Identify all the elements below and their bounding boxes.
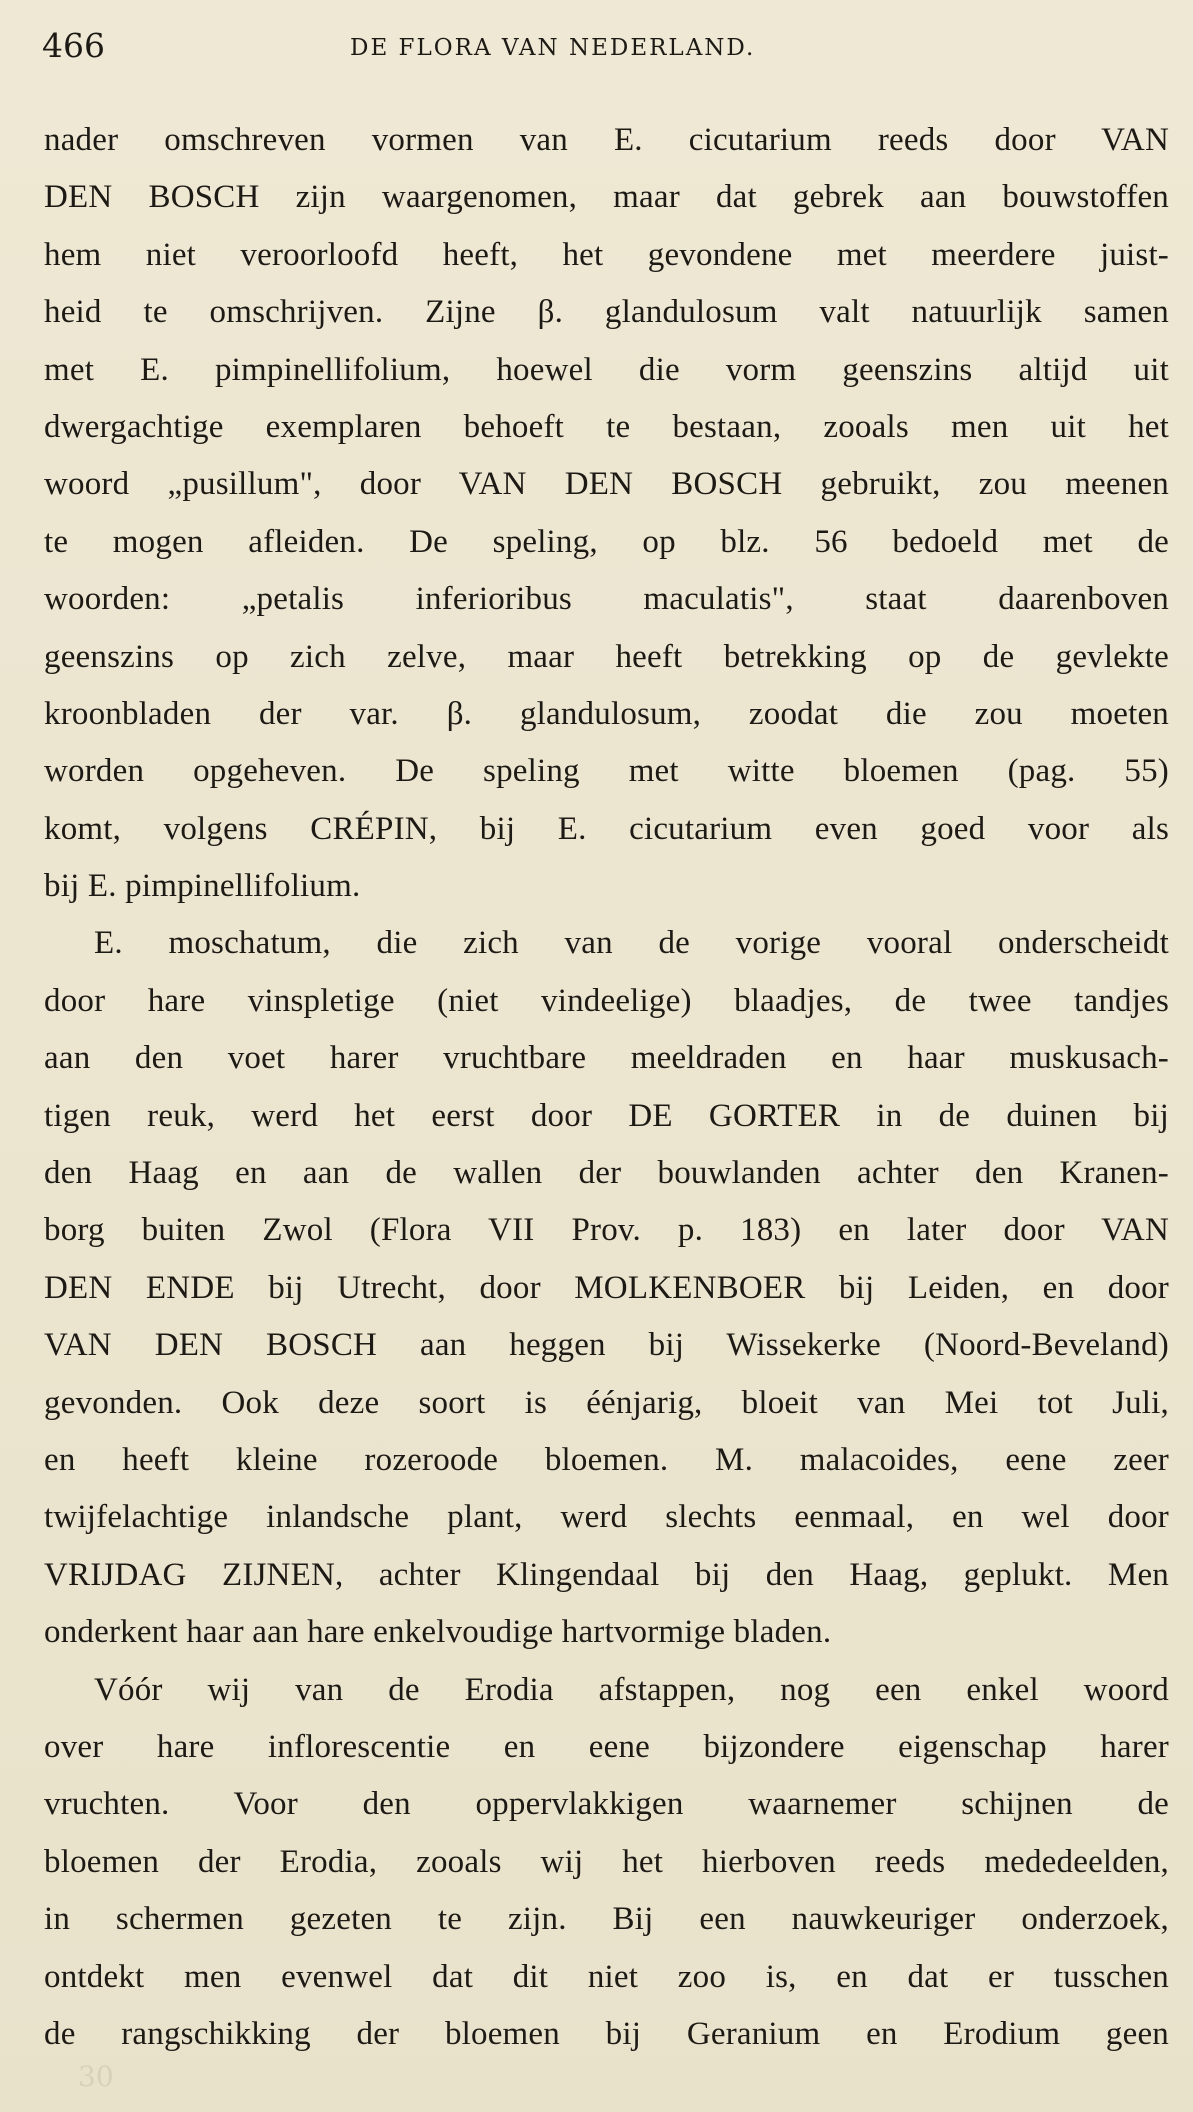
text-line-10: geenszins op zich zelve, maar heeft betrekking op de gevlekte <box>44 638 1169 675</box>
header-title: DE FLORA VAN NEDERLAND. <box>350 35 756 61</box>
text-line-2: DEN BOSCH zijn waargenomen, maar dat gebrek aan bouwstoffen <box>44 179 1169 216</box>
text-line-5: met E. pimpinellifolium, hoewel die vorm geenszins altijd uit <box>44 351 1169 388</box>
text-line-30: vruchten. Voor den oppervlakkigen waarnemer schijnen de <box>44 1786 1169 1823</box>
text-line-8: te mogen afleiden. De speling, op blz. 56 bedoeld met de <box>44 523 1169 560</box>
faint-show-through-mark: 30 <box>78 2060 114 2093</box>
text-line-31: bloemen der Erodia, zooals wij het hierboven reeds mededeelden, <box>44 1843 1169 1880</box>
text-line-22: VAN DEN BOSCH aan heggen bij Wissekerke (Noord-Beveland) <box>44 1327 1169 1364</box>
text-line-12: worden opgeheven. De speling met witte bloemen (pag. 55) <box>44 753 1169 790</box>
text-line-21: DEN ENDE bij Utrecht, door MOLKENBOER bij Leiden, en door <box>44 1269 1169 1306</box>
text-line-7: woord „pusillum", door VAN DEN BOSCH gebruikt, zou meenen <box>44 466 1169 503</box>
text-line-29: over hare inflorescentie en eene bijzondere eigenschap harer <box>44 1728 1169 1765</box>
text-line-28: Vóór wij van de Erodia afstappen, nog een enkel woord <box>94 1671 1169 1708</box>
text-line-33: ontdekt men evenwel dat dit niet zoo is, en dat er tusschen <box>44 1958 1169 1995</box>
text-line-17: aan den voet harer vruchtbare meeldraden en haar muskusach- <box>44 1040 1169 1077</box>
text-line-16: door hare vinspletige (niet vindeelige) blaadjes, de twee tandjes <box>44 982 1169 1019</box>
text-line-1: nader omschreven vormen van E. cicutarium reeds door VAN <box>44 122 1169 158</box>
text-line-26: VRIJDAG ZIJNEN, achter Klingendaal bij den Haag, geplukt. Men <box>44 1556 1169 1593</box>
text-line-24: en heeft kleine rozeroode bloemen. M. malacoides, eene zeer <box>44 1441 1169 1478</box>
text-line-15: E. moschatum, die zich van de vorige vooral onderscheidt <box>94 925 1169 962</box>
text-line-23: gevonden. Ook deze soort is éénjarig, bloeit van Mei tot Juli, <box>44 1384 1169 1421</box>
text-line-34: de rangschikking der bloemen bij Geranium en Erodium geen <box>44 2015 1169 2052</box>
text-line-6: dwergachtige exemplaren behoeft te bestaan, zooals men uit het <box>44 408 1169 445</box>
text-line-19: den Haag en aan de wallen der bouwlanden achter den Kranen- <box>44 1155 1169 1192</box>
text-line-3: hem niet veroorloofd heeft, het gevondene met meerdere juist- <box>44 236 1169 273</box>
text-line-18: tigen reuk, werd het eerst door DE GORTER in de duinen bij <box>44 1097 1169 1134</box>
text-line-20: borg buiten Zwol (Flora VII Prov. p. 183) en later door VAN <box>44 1212 1169 1249</box>
text-line-32: in schermen gezeten te zijn. Bij een nauwkeuriger onderzoek, <box>44 1901 1169 1938</box>
body-text <box>44 112 1169 2063</box>
text-line-25: twijfelachtige inlandsche plant, werd slechts eenmaal, en wel door <box>44 1499 1169 1536</box>
text-line-14: bij E. pimpinellifolium. <box>44 868 361 905</box>
running-head <box>42 24 1182 68</box>
text-line-4: heid te omschrijven. Zijne β. glandulosum valt natuurlijk samen <box>44 294 1169 331</box>
page-number: 466 <box>42 26 105 65</box>
text-line-27: onderkent haar aan hare enkelvoudige hartvormige bladen. <box>44 1614 832 1651</box>
text-line-11: kroonbladen der var. β. glandulosum, zoodat die zou moeten <box>44 695 1169 732</box>
text-line-13: komt, volgens CRÉPIN, bij E. cicutarium even goed voor als <box>44 810 1169 847</box>
text-line-9: woorden: „petalis inferioribus maculatis", staat daarenboven <box>44 581 1169 618</box>
